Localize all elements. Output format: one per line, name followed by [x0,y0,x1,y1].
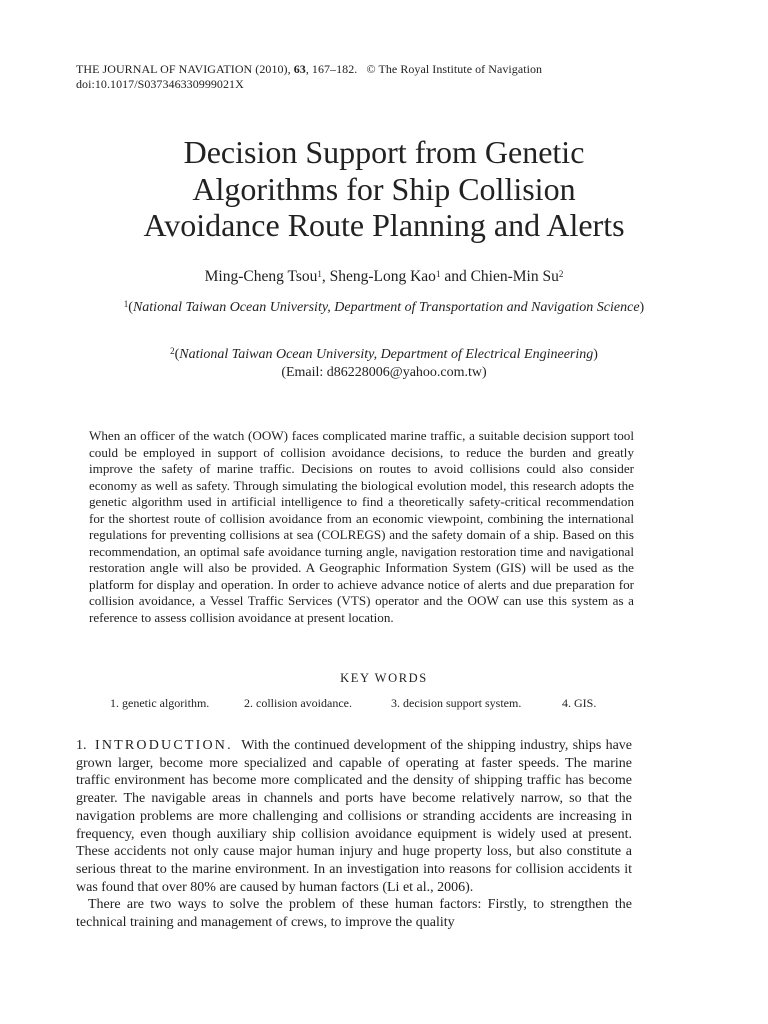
author-2: Sheng-Long Kao [329,268,436,285]
abstract: When an officer of the watch (OOW) faces complicated marine traffic, a suitable decision support tool could be employed in support of collision avoidance decisions, to reduce the burden and greatly improve the safety of marine traffic. Decisions on routes to avoid collisions could also consider economy as well as safety. Through simulating the biological evolution model, this research adopts the genetic algorithm used in artificial intelligence to find a theoretically safety-critical recommendation for the shortest route of collision avoidance from an economic viewpoint, combining the international regulations for preventing collisions at sea (COLREGS) and the safety domain of a ship. Based on this recommendation, an optimal safe avoidance turning angle, navigation restoration time and navigational restoration angle will also be provided. A Geographic Information System (GIS) will be used as the platform for display and operation. In order to achieve advance notice of alerts and due preparation for collision avoidance, a Vessel Traffic Services (VTS) operator and the OOW can use this system as a reference to assess collision avoidance at present location. [89,428,634,625]
author-1: Ming-Cheng Tsou [204,268,318,285]
paragraph [76,737,632,896]
copyright-notice: © The Royal Institute of Navigation [366,62,543,76]
author-list [40,265,728,286]
author-3-affil-mark: 2 [558,269,564,279]
paragraph: There are two ways to solve the problem of these human factors: Firstly, to strengthen the technical training and management of crews, to improve the quality [76,897,632,931]
affiliation-2: $^2$(National Taiwan Ocean University, Department of Electrical Engineering) (Email: d86228006@yahoo.com.tw) [80,343,688,381]
affiliation-1-text: National Taiwan Ocean University, Department of Transportation and Navigation Science [132,300,640,315]
author-separator: , [321,268,330,285]
citation-line [76,62,542,77]
keyword-item: 4. GIS. [562,696,597,710]
keyword-item: 3. decision support system. [391,696,522,710]
body-text [76,737,632,932]
affiliation-1-mark: 1 [123,299,129,309]
title-line-3: Avoidance Route Planning and Alerts [143,207,625,243]
journal-pages: , 167–182. [305,62,358,76]
keywords-heading: KEY WORDS [340,671,428,685]
author-1-affil-mark: 1 [317,269,322,279]
section-number: 1. [76,738,87,753]
affiliation-1: $^1$(National Taiwan Ocean University, Department of Transportation and Navigation Science) [123,299,645,315]
doi: doi:10.1017/S037346330999021X [76,77,244,91]
title-line-2: Algorithms for Ship Collision [192,170,576,207]
author-2-affil-mark: 1 [435,269,441,279]
author-separator: and [440,268,471,285]
section-heading: INTRODUCTION. [94,738,233,753]
affiliation-2-mark: 2 [170,346,175,356]
paper-title [40,134,728,244]
keyword-item: 2. collision avoidance. [244,696,352,710]
paragraph-text: With the continued development of the shipping industry, ships have grown larger, become more specialized and capable of operating at faster speeds. The marine traffic environment has become more complicated and the density of shipping traffic has become greater. The navigable areas in channels and ports have become relatively narrow, so that the navigation problems are more challenging and collisions or stranding accidents are increasing in frequency, even though auxiliary ship collision avoidance equipment is widely used at present. These accidents not only cause major human injury and huge property loss, but also constitute a serious threat to the marine environment. In an investigation into reasons for collision accidents it was found that over 80% are caused by human factors (Li et al., 2006). [76,738,633,895]
contact-email: (Email: d86228006@yahoo.com.tw) [281,364,487,380]
title-line-1: Decision Support from Genetic [183,134,585,170]
affiliation-2-text: National Taiwan Ocean University, Department of Electrical Engineering [179,347,594,362]
keyword-item: 1. genetic algorithm. [110,696,210,710]
journal-header [76,62,542,92]
journal-name: THE JOURNAL OF NAVIGATION (2010), [76,62,291,76]
author-3: Chien-Min Su [470,268,559,285]
journal-volume: 63 [293,62,306,76]
